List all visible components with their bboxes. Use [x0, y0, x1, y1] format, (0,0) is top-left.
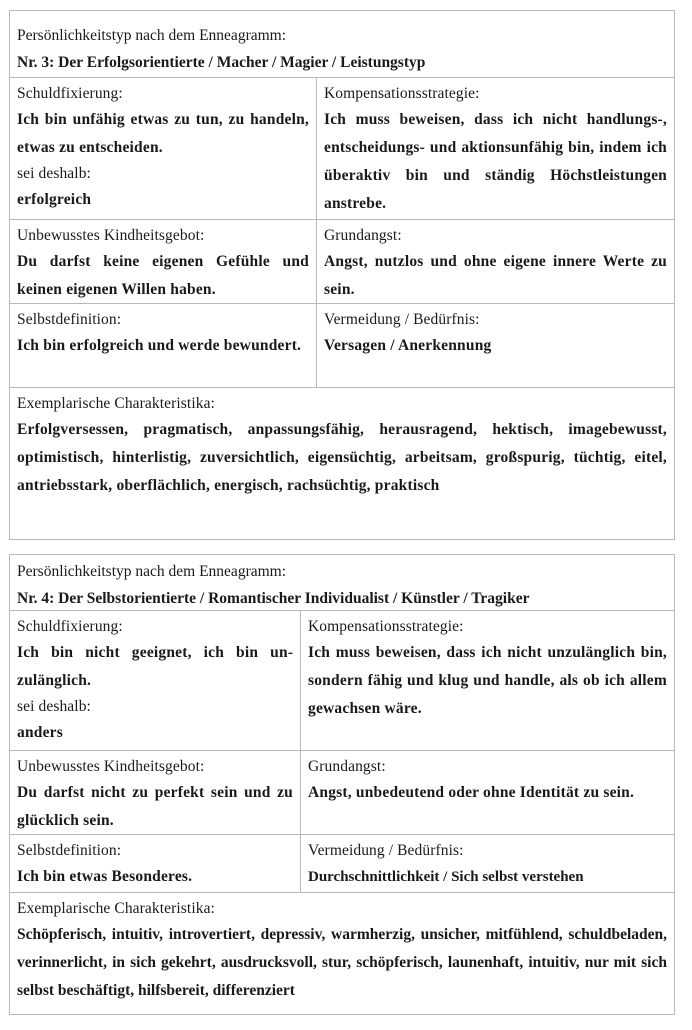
kindheitsgebot-cell — [10, 751, 301, 834]
selbstdefinition-label: Selbstdefinition: — [17, 842, 122, 859]
enneagram-card-type-3 — [9, 10, 675, 540]
card-header — [10, 555, 674, 611]
schuldfixierung-label: Schuldfixierung: — [17, 85, 123, 102]
kindheitsgebot-cell — [10, 220, 317, 303]
kompensationsstrategie-cell — [317, 78, 674, 219]
charakteristika-label: Exemplarische Charakteristika: — [17, 900, 215, 917]
row-schuld-kompensation — [10, 78, 674, 220]
grundangst-label: Grundangst: — [308, 758, 386, 775]
kompensationsstrategie-label: Kompensationsstrategie: — [324, 85, 480, 102]
grundangst-cell — [317, 220, 674, 303]
charakteristika-text: Erfolgversessen, pragmatisch, anpassungsfähig, herausragend, hektisch, imagebewusst, optimistisch, hinterlistig, zuversichtlich, eigensüchtig, arbeitsam, großspurig, tüchtig, eitel, antriebsstark, oberflächlich, energisch, rachsüchtig, praktisch — [17, 421, 667, 494]
selbstdefinition-label: Selbstdefinition: — [17, 311, 122, 328]
card-header — [10, 11, 674, 78]
vermeidung-cell — [317, 304, 674, 387]
grundangst-label: Grundangst: — [324, 227, 402, 244]
vermeidung-text: Durchschnittlichkeit / Sich selbst verstehen — [308, 869, 584, 885]
kompensationsstrategie-label: Kompensationsstrategie: — [308, 618, 464, 635]
charakteristika-label: Exemplarische Charakteristika: — [17, 395, 215, 412]
kompensationsstrategie-cell — [301, 611, 674, 750]
charakteristika-cell — [10, 388, 674, 538]
selbstdefinition-cell — [10, 835, 301, 892]
vermeidung-text: Versagen / Anerkennung — [324, 337, 492, 354]
charakteristika-text: Schöpferisch, intuitiv, introvertiert, depressiv, warmherzig, unsicher, mitfühlend, schuldbeladen, verinnerlicht, in sich gekehrt, ausdrucksvoll, stur, schöpferisch, launenhaft, intuitiv, nur mit sich selbst beschäftigt, hilfsbereit, differenziert — [17, 926, 667, 999]
sei-deshalb-text: erfolgreich — [17, 191, 92, 208]
vermeidung-label: Vermeidung / Bedürfnis: — [324, 311, 480, 328]
vermeidung-label: Vermeidung / Bedürfnis: — [308, 842, 464, 859]
selbstdefinition-cell — [10, 304, 317, 387]
kindheitsgebot-text: Du darfst nicht zu perfekt sein und zu glücklich sein. — [17, 784, 293, 829]
type-label: Persönlichkeitstyp nach dem Enneagramm: — [17, 27, 287, 44]
row-selbst-vermeidung — [10, 304, 674, 388]
schuldfixierung-text: Ich bin unfähig etwas zu tun, zu handeln, etwas zu entscheiden. — [17, 111, 309, 156]
enneagram-card-type-4 — [9, 554, 675, 1015]
selbstdefinition-text: Ich bin etwas Besonderes. — [17, 868, 193, 885]
schuldfixierung-text: Ich bin nicht geeignet, ich bin unzulänglich. — [17, 644, 293, 689]
kindheitsgebot-label: Unbewusstes Kindheitsgebot: — [17, 758, 205, 775]
kindheitsgebot-label: Unbewusstes Kindheitsgebot: — [17, 227, 205, 244]
sei-deshalb-label: sei deshalb: — [17, 165, 91, 182]
selbstdefinition-text: Ich bin erfolgreich und werde bewundert. — [17, 337, 302, 354]
schuldfixierung-cell — [10, 78, 317, 219]
row-charakteristika — [10, 388, 674, 538]
charakteristika-cell — [10, 893, 674, 1014]
row-charakteristika — [10, 893, 674, 1014]
sei-deshalb-label: sei deshalb: — [17, 698, 91, 715]
grundangst-text: Angst, nutzlos und ohne eigene innere Werte zu sein. — [324, 253, 667, 298]
grundangst-cell — [301, 751, 674, 834]
vermeidung-cell — [301, 835, 674, 892]
row-kindheit-angst — [10, 751, 674, 835]
kompensationsstrategie-text: Ich muss beweisen, dass ich nicht handlungs-, entscheidungs- und aktionsunfähig bin, indem ich überaktiv bin und ständig Höchstleistungen anstrebe. — [324, 111, 667, 212]
row-kindheit-angst — [10, 220, 674, 304]
type-title: Nr. 3: Der Erfolgsorientierte / Macher / Magier / Leistungstyp — [17, 54, 426, 71]
schuldfixierung-cell — [10, 611, 301, 750]
sei-deshalb-text: anders — [17, 724, 63, 741]
kompensationsstrategie-text: Ich muss beweisen, dass ich nicht unzulänglich bin, sondern fähig und klug und handle, als ob ich allem gewachsen wäre. — [308, 644, 667, 717]
grundangst-text: Angst, unbedeutend oder ohne Identität zu sein. — [308, 784, 635, 801]
row-schuld-kompensation — [10, 611, 674, 751]
type-label: Persönlichkeitstyp nach dem Enneagramm: — [17, 563, 287, 580]
row-selbst-vermeidung — [10, 835, 674, 893]
schuldfixierung-label: Schuldfixierung: — [17, 618, 123, 635]
type-title: Nr. 4: Der Selbstorientierte / Romantischer Individualist / Künstler / Tragiker — [17, 590, 530, 607]
kindheitsgebot-text: Du darfst keine eigenen Gefühle und keinen eigenen Willen haben. — [17, 253, 309, 298]
